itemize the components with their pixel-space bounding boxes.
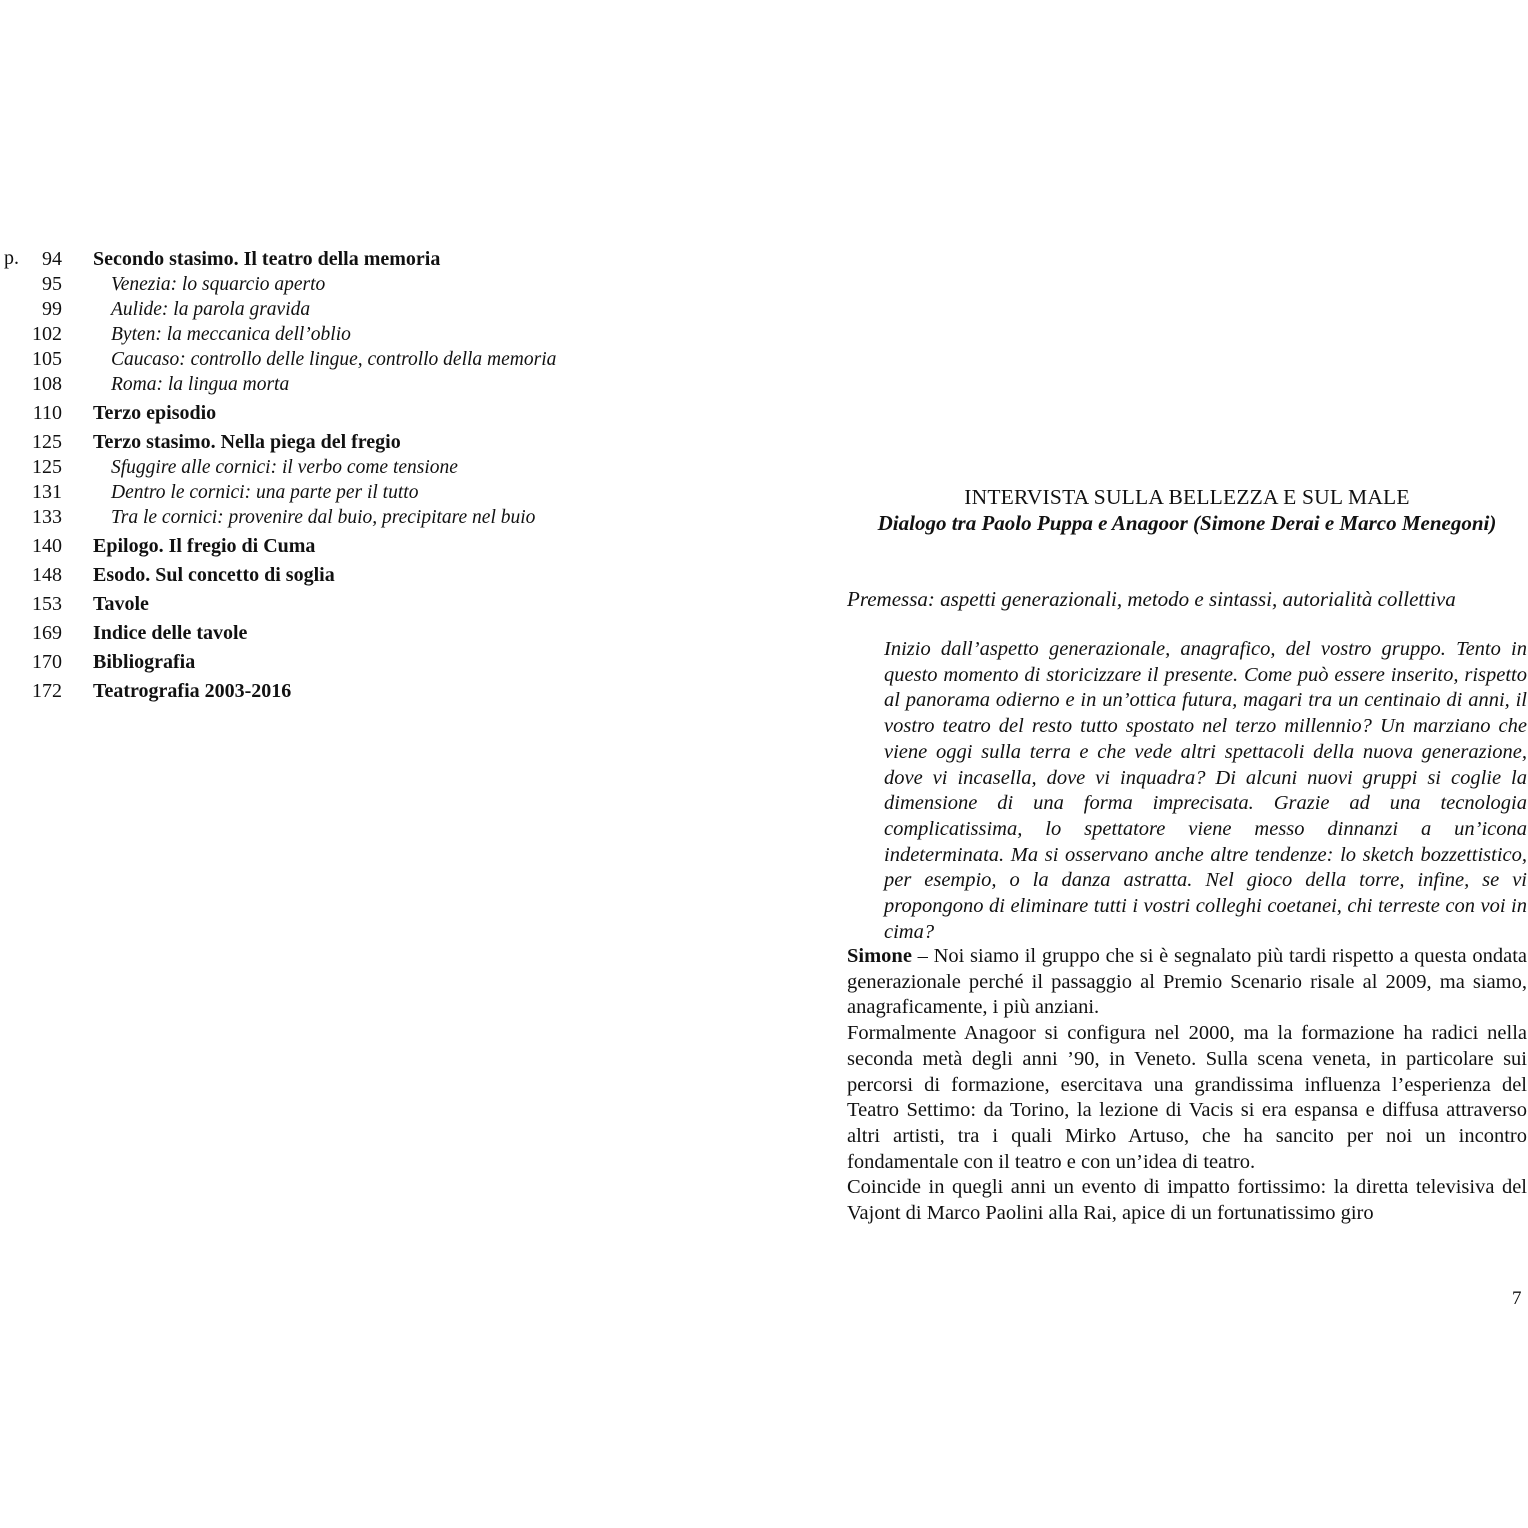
toc-entry-title: Secondo stasimo. Il teatro della memoria bbox=[93, 248, 441, 270]
toc-entry-page: 94 bbox=[42, 248, 62, 270]
toc-entry-page: 153 bbox=[32, 593, 62, 615]
toc-entry-page: 148 bbox=[32, 564, 62, 586]
toc-entry-title: Tra le cornici: provenire dal buio, precipitare nel buio bbox=[111, 507, 536, 528]
answer-paragraph: Formalmente Anagoor si configura nel 2000, ma la formazione ha radici nella seconda metà degli anni ’90, in Veneto. Sulla scena veneta, in particolare sui percorsi di formazione, esercitava una grandissima influenza l’esperienza del Teatro Settimo: da Torino, la lezione di Vacis si era espansa e diffusa attraverso altri artisti, tra i quali Mirko Artuso, che ha sancito per noi un incontro fondamentale con il teatro e con un’idea di teatro. bbox=[847, 1022, 1527, 1173]
toc-entry-page: 140 bbox=[32, 535, 62, 557]
article bbox=[847, 0, 1527, 1528]
table-of-contents bbox=[0, 0, 640, 1528]
toc-entry-page: 105 bbox=[32, 348, 62, 370]
toc-entry-page: 95 bbox=[42, 273, 62, 295]
toc-entry-page: 125 bbox=[32, 456, 62, 478]
toc-page-prefix: p. bbox=[4, 247, 19, 269]
toc-entry-title: Byten: la meccanica dell’oblio bbox=[111, 324, 351, 345]
toc-entry-page: 99 bbox=[42, 298, 62, 320]
toc-entry-page: 125 bbox=[32, 431, 62, 453]
toc-entry-page: 131 bbox=[32, 481, 62, 503]
toc-entry-title: Esodo. Sul concetto di soglia bbox=[93, 564, 335, 586]
speaker-name: Simone bbox=[847, 945, 912, 967]
toc-entry-title: Aulide: la parola gravida bbox=[111, 299, 311, 320]
toc-entry-page: 172 bbox=[32, 680, 62, 702]
toc-entry-title: Roma: la lingua morta bbox=[111, 374, 290, 395]
toc-entry-page: 133 bbox=[32, 506, 62, 528]
toc-entry-title: Terzo stasimo. Nella piega del fregio bbox=[93, 431, 401, 453]
page-number: 7 bbox=[1512, 1288, 1522, 1309]
toc-entry-title: Teatrografia 2003-2016 bbox=[93, 680, 292, 702]
toc-entry-page: 169 bbox=[32, 622, 62, 644]
answer-text: – Noi siamo il gruppo che si è segnalato più tardi rispetto a questa ondata generazionale perché il passaggio al Premio Scenario risale al 2009, ma siamo, anagraficamente, i più anziani. bbox=[847, 945, 1527, 1019]
toc-entry-title: Caucaso: controllo delle lingue, controllo della memoria bbox=[111, 349, 557, 370]
section-heading: Premessa: aspetti generazionali, metodo e sintassi, autorialità collettiva bbox=[847, 587, 1456, 611]
toc-entry-title: Bibliografia bbox=[93, 651, 196, 673]
toc-entry-title: Indice delle tavole bbox=[93, 622, 248, 644]
article-subtitle: Dialogo tra Paolo Puppa e Anagoor (Simone Derai e Marco Menegoni) bbox=[877, 511, 1497, 535]
toc-entry-title: Terzo episodio bbox=[93, 402, 217, 424]
article-title: INTERVISTA SULLA BELLEZZA E SUL MALE bbox=[964, 485, 1410, 509]
toc-entry-page: 110 bbox=[32, 402, 62, 424]
toc-entry-page: 102 bbox=[32, 323, 62, 345]
interview-question: Inizio dall’aspetto generazionale, anagrafico, del vostro gruppo. Tento in questo momento di storicizzare il presente. Come può essere inserito, rispetto al panorama odierno e in un’ottica futura, magari tra un centinaio di anni, il vostro teatro del resto tutto spostato nel terzo millennio? Un marziano che viene oggi sulla terra e che vede altri spettacoli della nuova generazione, dove vi incasella, dove vi inquadra? Di alcuni nuovi gruppi si coglie la dimensione di una forma imprecisata. Grazie ad una tecnologia complicatissima, lo spettatore viene messo dinnanzi a un’icona indeterminata. Ma si osservano anche altre tendenze: lo sketch bozzettistico, per esempio, o la danza astratta. Nel gioco della torre, infine, se vi propongono di eliminare tutti i vostri colleghi coetanei, chi terreste con voi in cima? bbox=[884, 638, 1527, 943]
toc-entry-title: Epilogo. Il fregio di Cuma bbox=[93, 535, 316, 557]
interview-answer bbox=[847, 944, 1527, 1227]
toc-entry-title: Venezia: lo squarcio aperto bbox=[111, 274, 326, 295]
toc-entry-title: Sfuggire alle cornici: il verbo come tensione bbox=[111, 457, 458, 478]
toc-entry-title: Dentro le cornici: una parte per il tutto bbox=[111, 482, 419, 503]
answer-paragraph bbox=[847, 944, 1527, 1021]
answer-paragraph: Coincide in quegli anni un evento di impatto fortissimo: la diretta televisiva del Vajont di Marco Paolini alla Rai, apice di un fortunatissimo giro bbox=[847, 1176, 1527, 1225]
toc-entry-title: Tavole bbox=[93, 593, 149, 615]
toc-entry-page: 108 bbox=[32, 373, 62, 395]
toc-entry-page: 170 bbox=[32, 651, 62, 673]
